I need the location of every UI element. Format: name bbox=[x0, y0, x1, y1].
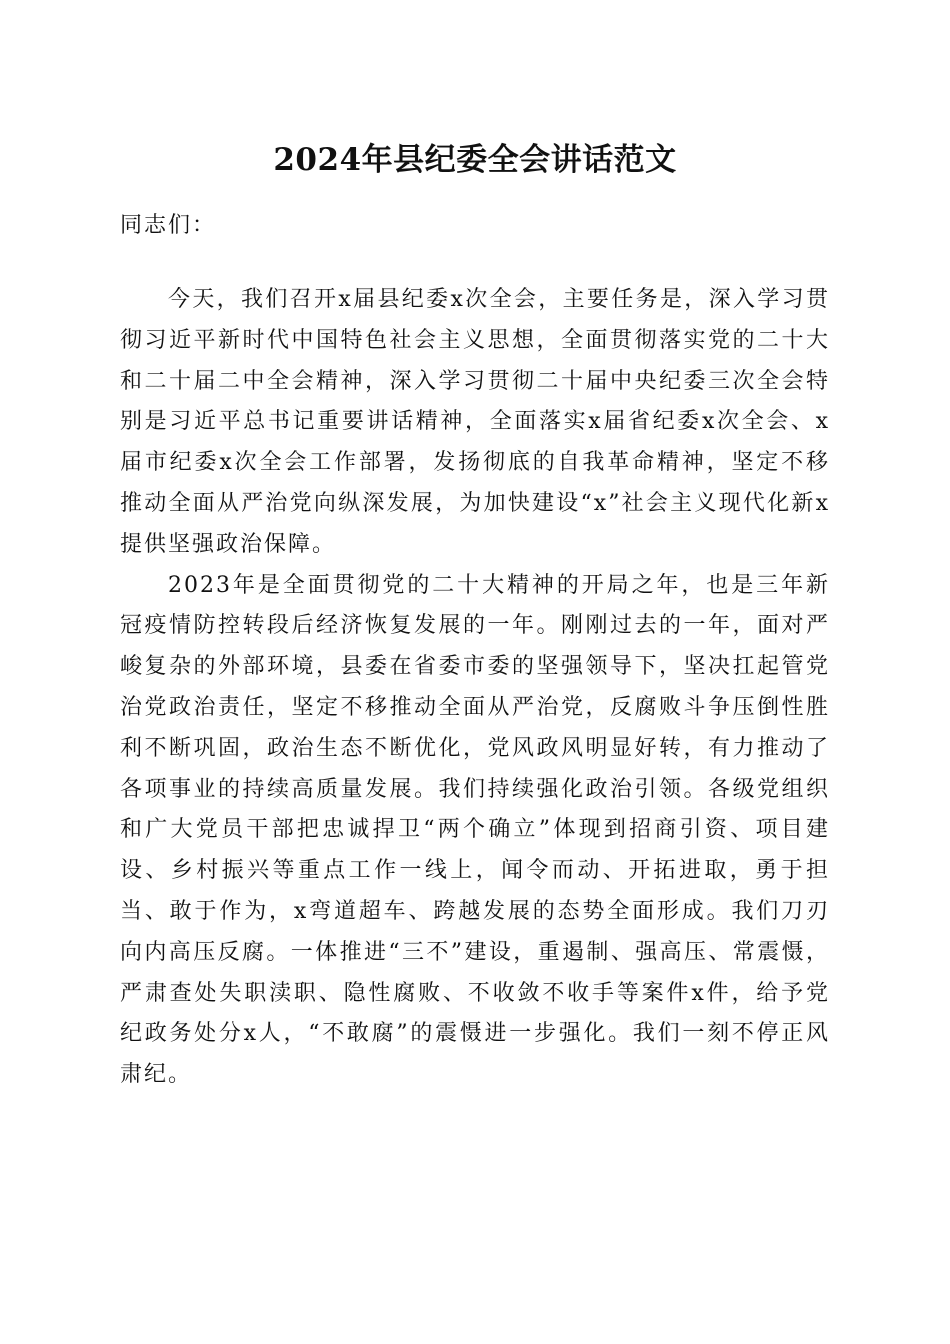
paragraph: 今天，我们召开x届县纪委x次全会，主要任务是，深入学习贯彻习近平新时代中国特色社会主义思想，全面贯彻落实党的二十大和二十届二中全会精神，深入学习贯彻二十届中央纪委三次全会特别是习近平总书记重要讲话精神，全面落实x届省纪委x次全会、x届市纪委x次全会工作部署，发扬彻底的自我革命精神，坚定不移推动全面从严治党向纵深发展，为加快建设“x”社会主义现代化新x提供坚强政治保障。 bbox=[120, 287, 830, 557]
salutation: 同志们： bbox=[120, 213, 217, 238]
document-title: 2024年县纪委全会讲话范文 bbox=[273, 142, 677, 178]
document-body bbox=[120, 280, 830, 1096]
paragraph: 2023年是全面贯彻党的二十大精神的开局之年，也是三年新冠疫情防控转段后经济恢复发展的一年。刚刚过去的一年，面对严峻复杂的外部环境，县委在省委市委的坚强领导下，坚决扛起管党治党政治责任，坚定不移推动全面从严治党，反腐败斗争压倒性胜利不断巩固，政治生态不断优化，党风政风明显好转，有力推动了各项事业的持续高质量发展。我们持续强化政治引领。各级党组织和广大党员干部把忠诚捍卫“两个确立”体现到招商引资、项目建设、乡村振兴等重点工作一线上，闻令而动、开拓进取，勇于担当、敢于作为，x弯道超车、跨越发展的态势全面形成。我们刀刃向内高压反腐。一体推进“三不”建设，重遏制、强高压、常震慑，严肃查处失职渎职、隐性腐败、不收敛不收手等案件x件，给予党纪政务处分x人，“不敢腐”的震慑进一步强化。我们一刻不停正风肃纪。 bbox=[120, 572, 830, 1088]
